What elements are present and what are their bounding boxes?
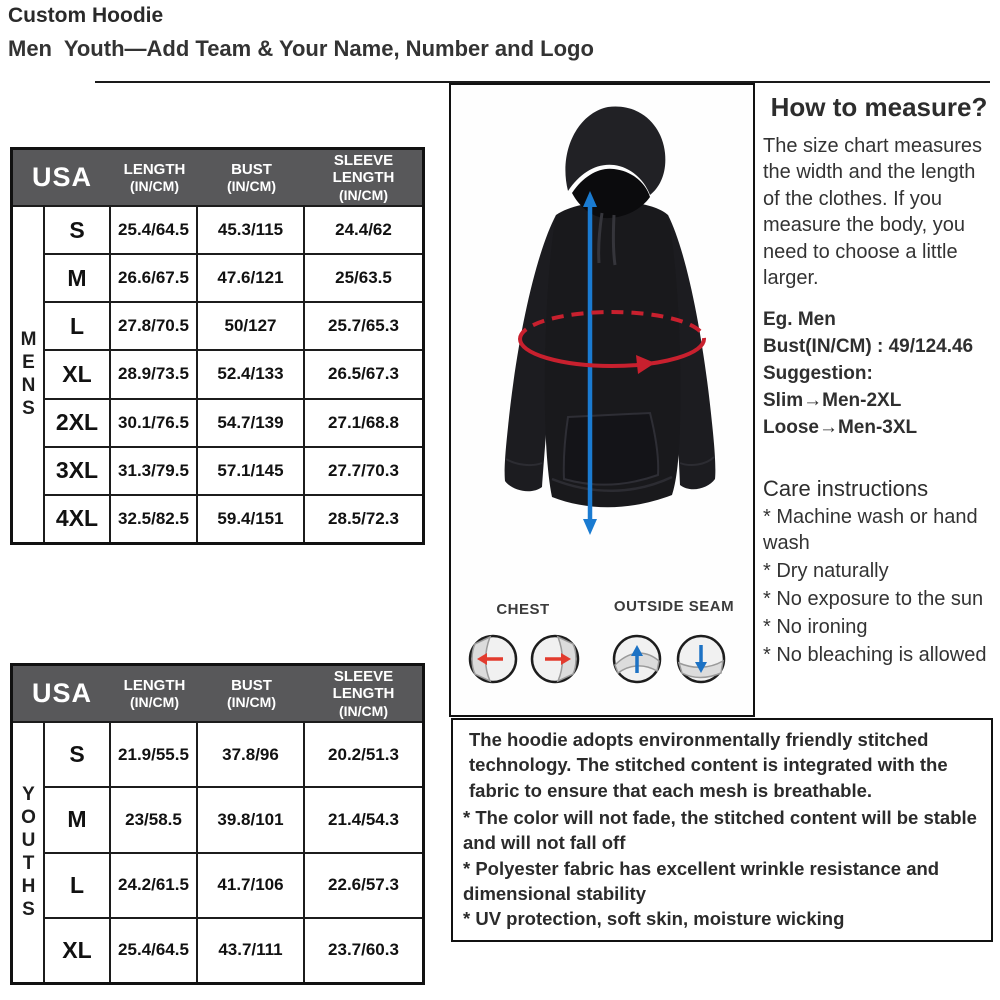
example-line: Suggestion: [763, 363, 873, 385]
size-cell: S [45, 207, 111, 253]
page-title: Custom Hoodie [8, 4, 164, 27]
size-cell: S [45, 723, 111, 786]
example-line: Eg. Men [763, 309, 836, 331]
column-header-usa: USA [31, 677, 92, 708]
youths-table-rows [45, 723, 422, 982]
table-row [45, 494, 422, 542]
sleeve-cell: 24.4/62 [335, 220, 392, 240]
example-line: Bust(IN/CM) : 49/124.46 [763, 336, 974, 358]
column-header-length: LENGTH (IN/CM) [123, 676, 186, 711]
sleeve-cell: 21.4/54.3 [328, 809, 399, 829]
table-row [45, 723, 422, 786]
length-cell: 27.8/70.5 [111, 303, 198, 349]
bust-cell: 45.3/115 [198, 207, 305, 253]
table-row [45, 207, 422, 253]
table-row [45, 398, 422, 446]
bust-cell: 52.4/133 [198, 351, 305, 397]
table-row [45, 253, 422, 301]
bust-cell: 50/127 [198, 303, 305, 349]
chest-label: CHEST [496, 601, 550, 618]
length-cell: 26.6/67.5 [111, 255, 198, 301]
bust-cell: 57.1/145 [198, 448, 305, 494]
sleeve-cell: 25.7/65.3 [328, 316, 399, 336]
mens-table-rows [45, 207, 422, 542]
care-instructions-list [763, 504, 995, 668]
mens-table-header [13, 150, 422, 207]
fabric-feature-item: * Polyester fabric has excellent wrinkle resistance and dimensional stability [463, 857, 940, 905]
fabric-feature-item: * The color will not fade, the stitched content will be stable and will not fall off [463, 807, 977, 854]
length-cell: 23/58.5 [111, 788, 198, 851]
page-subtitle: Men Youth—Add Team & Your Name, Number and Logo [8, 36, 594, 61]
youths-group-label: YOUTHS [13, 723, 45, 982]
how-to-measure-heading: How to measure? [770, 92, 988, 122]
length-cell: 30.1/76.5 [111, 400, 198, 446]
column-header-length: LENGTH (IN/CM) [123, 160, 186, 195]
size-cell: XL [45, 351, 111, 397]
size-cell: 3XL [45, 448, 111, 494]
sizing-example-block [763, 307, 995, 442]
example-line: Loose→Men-3XL [763, 417, 918, 439]
size-cell: M [45, 255, 111, 301]
sleeve-cell: 20.2/51.3 [328, 744, 399, 764]
length-cell: 21.9/55.5 [111, 723, 198, 786]
care-instructions-heading: Care instructions [763, 476, 929, 502]
youths-size-table [10, 663, 425, 985]
bust-cell: 59.4/151 [198, 496, 305, 542]
column-header-bust: BUST (IN/CM) [227, 676, 276, 711]
bust-cell: 43.7/111 [198, 919, 305, 982]
column-header-bust: BUST (IN/CM) [227, 160, 276, 195]
bust-cell: 39.8/101 [198, 788, 305, 851]
care-instruction-item: * No bleaching is allowed [763, 644, 987, 667]
table-row [45, 446, 422, 494]
size-cell: M [45, 788, 111, 851]
size-cell: 2XL [45, 400, 111, 446]
mens-size-table [10, 147, 425, 545]
size-cell: XL [45, 919, 111, 982]
mens-group-label: MENS [13, 207, 45, 542]
length-cell: 25.4/64.5 [111, 919, 198, 982]
chest-measure-left-arrow-icon [467, 633, 519, 685]
size-cell: L [45, 854, 111, 917]
fabric-description-box [451, 718, 993, 942]
column-header-usa: USA [31, 161, 92, 192]
sleeve-cell: 23.7/60.3 [328, 940, 399, 960]
care-instruction-item: * No exposure to the sun [763, 588, 984, 611]
table-row [45, 349, 422, 397]
column-header-sleeve-length: SLEEVE LENGTH (IN/CM) [332, 152, 395, 203]
length-cell: 28.9/73.5 [111, 351, 198, 397]
length-cell: 25.4/64.5 [111, 207, 198, 253]
sleeve-cell: 26.5/67.3 [328, 364, 399, 384]
how-to-measure-body: The size chart measures the width and the length of the clothes. If you measure the body, you need to choose a little larger. [763, 135, 982, 289]
youths-table-header [13, 666, 422, 723]
care-instruction-item: * Dry naturally [763, 560, 889, 583]
care-instruction-item: * No ironing [763, 616, 868, 639]
hoodie-measure-panel [449, 83, 755, 717]
chest-measure-right-arrow-icon [529, 633, 581, 685]
outside-seam-up-arrow-icon [611, 633, 663, 685]
care-instruction-item: * Machine wash or hand wash [763, 506, 978, 555]
table-row [45, 852, 422, 917]
length-cell: 24.2/61.5 [111, 854, 198, 917]
sleeve-cell: 27.1/68.8 [328, 412, 399, 432]
bust-cell: 41.7/106 [198, 854, 305, 917]
length-cell: 31.3/79.5 [111, 448, 198, 494]
hoodie-product-image [452, 87, 754, 587]
fabric-feature-list [463, 805, 981, 932]
fabric-feature-item: * UV protection, soft skin, moisture wicking [463, 908, 845, 930]
table-row [45, 786, 422, 851]
size-cell: L [45, 303, 111, 349]
table-row [45, 917, 422, 982]
how-to-measure-panel [763, 92, 995, 670]
fabric-description-intro: The hoodie adopts environmentally friendly stitched technology. The stitched content is integrated with the fabric to ensure that each mesh is breathable. [469, 729, 948, 801]
length-cell: 32.5/82.5 [111, 496, 198, 542]
outside-seam-down-arrow-icon [675, 633, 727, 685]
size-cell: 4XL [45, 496, 111, 542]
column-header-sleeve-length: SLEEVE LENGTH (IN/CM) [332, 668, 395, 719]
table-row [45, 301, 422, 349]
sleeve-cell: 25/63.5 [335, 268, 392, 288]
outside-seam-label: OUTSIDE SEAM [613, 598, 735, 615]
sleeve-cell: 27.7/70.3 [328, 460, 399, 480]
example-line: Slim→Men-2XL [763, 390, 902, 412]
bust-cell: 54.7/139 [198, 400, 305, 446]
sleeve-cell: 28.5/72.3 [328, 508, 399, 528]
sleeve-cell: 22.6/57.3 [328, 875, 399, 895]
bust-cell: 47.6/121 [198, 255, 305, 301]
bust-cell: 37.8/96 [198, 723, 305, 786]
